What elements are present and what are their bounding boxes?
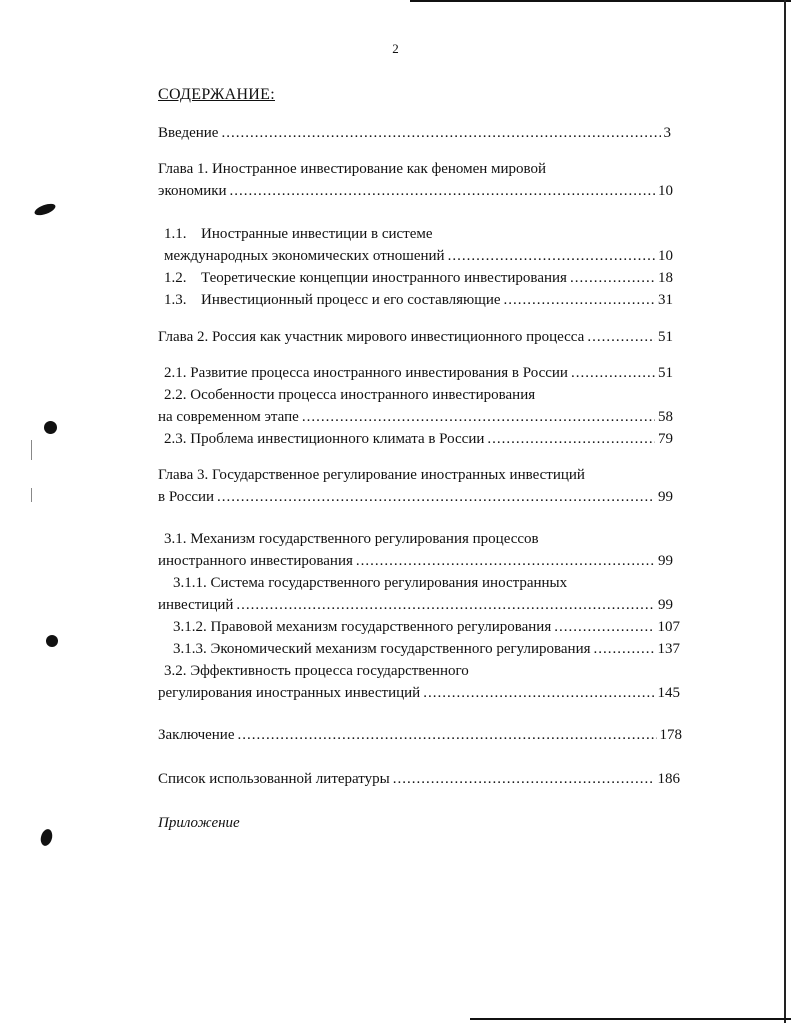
toc-entry-3-2[interactable] <box>158 683 680 703</box>
section-title: Иностранные инвестиции в системе <box>201 226 433 242</box>
scan-tick <box>31 488 32 502</box>
scan-tick <box>31 440 32 460</box>
toc-entry-page: 178 <box>659 727 682 743</box>
toc-entry-page: 99 <box>658 597 673 613</box>
leader-dots <box>217 487 655 507</box>
toc-entry-title: на современном этапе <box>158 409 299 425</box>
toc-entry-3-1-line1: 3.1. Механизм государственного регулирования процессов <box>164 531 539 547</box>
toc-entry-page: 51 <box>658 329 673 345</box>
leader-dots <box>554 617 654 637</box>
leader-dots <box>423 683 654 703</box>
toc-entry-title: иностранного инвестирования <box>158 553 353 569</box>
toc-entry-chapter-1[interactable] <box>158 181 673 201</box>
toc-entry-3-2-line1: 3.2. Эффективность процесса государственного <box>164 663 469 679</box>
toc-entry-page: 137 <box>657 641 680 657</box>
toc-entry-chapter-1-line1: Глава 1. Иностранное инвестирование как феномен мировой <box>158 161 547 177</box>
toc-entry-title: международных экономических отношений <box>164 248 445 264</box>
toc-entry-page: 186 <box>657 771 680 787</box>
leader-dots <box>356 551 655 571</box>
leader-dots <box>487 429 655 449</box>
leader-dots <box>587 327 655 347</box>
leader-dots <box>570 268 655 288</box>
toc-entry-page: 51 <box>658 365 673 381</box>
toc-entry-chapter-3-line1: Глава 3. Государственное регулирование иностранных инвестиций <box>158 467 585 483</box>
toc-entry-page: 107 <box>657 619 680 635</box>
toc-entry-2-2-line1: 2.2. Особенности процесса иностранного инвестирования <box>164 387 536 403</box>
leader-dots <box>221 123 660 143</box>
scan-border-bottom <box>470 1018 791 1020</box>
toc-entry-3-1[interactable] <box>158 551 673 571</box>
page-number: 2 <box>392 41 399 56</box>
toc-entry-title: 2.3. Проблема инвестиционного климата в России <box>164 431 485 447</box>
section-number: 1.3. <box>164 292 187 308</box>
toc-entry-page: 10 <box>658 183 673 199</box>
toc-entry-page: 3 <box>663 125 671 141</box>
toc-entry-3-1-3[interactable] <box>173 639 680 659</box>
leader-dots <box>504 290 655 310</box>
toc-entry-2-2[interactable] <box>158 407 673 427</box>
toc-entry-conclusion[interactable] <box>158 725 682 745</box>
toc-entry-1-3[interactable] <box>164 290 673 310</box>
scan-border-top <box>410 0 791 2</box>
toc-entry-title: инвестиций <box>158 597 234 613</box>
scan-border-right <box>784 0 786 1023</box>
section-title: Инвестиционный процесс и его составляющие <box>201 292 501 308</box>
toc-entry-title: 3.1.3. Экономический механизм государственного регулирования <box>173 641 591 657</box>
toc-entry-page: 145 <box>657 685 680 701</box>
toc-entry-2-3[interactable] <box>164 429 673 449</box>
toc-entry-title: регулирования иностранных инвестиций <box>158 685 421 701</box>
toc-entry-2-1[interactable] <box>164 363 673 383</box>
toc-entry-title: в России <box>158 489 215 505</box>
toc-entry-title: 2.1. Развитие процесса иностранного инвестирования в России <box>164 365 568 381</box>
toc-entry-title: Введение <box>158 125 219 141</box>
toc-entry-title: Глава 2. Россия как участник мирового инвестиционного процесса <box>158 329 585 345</box>
toc-entry-title <box>164 268 567 288</box>
binding-mark-3 <box>46 635 58 647</box>
leader-dots <box>571 363 655 383</box>
toc-entry-1-2[interactable] <box>164 268 673 288</box>
toc-entry-title <box>164 290 501 310</box>
toc-entry-page: 18 <box>658 270 673 286</box>
toc-entry-3-1-1-line1: 3.1.1. Система государственного регулирования иностранных <box>173 575 568 591</box>
leader-dots <box>238 725 657 745</box>
binding-mark-1 <box>33 202 57 218</box>
toc-entry-page: 99 <box>658 489 673 505</box>
toc-entry-page: 31 <box>658 292 673 308</box>
toc-entry-intro[interactable] <box>158 123 671 143</box>
leader-dots <box>448 246 655 266</box>
toc-entry-title: экономики <box>158 183 227 199</box>
section-number: 1.1. <box>164 226 187 242</box>
toc-entry-bibliography[interactable] <box>158 769 680 789</box>
toc-entry-page: 99 <box>658 553 673 569</box>
section-number: 1.2. <box>164 270 187 286</box>
toc-entry-page: 58 <box>658 409 673 425</box>
binding-mark-2 <box>44 421 57 434</box>
toc-entry-title: 3.1.2. Правовой механизм государственного регулирования <box>173 619 552 635</box>
toc-entry-3-1-1[interactable] <box>158 595 673 615</box>
toc-entry-appendix[interactable]: Приложение <box>158 815 240 831</box>
binding-mark-4 <box>39 828 54 847</box>
toc-heading: СОДЕРЖАНИЕ: <box>158 86 275 103</box>
toc-entry-1-1-line1 <box>164 224 433 244</box>
toc-entry-title: Список использованной литературы <box>158 771 390 787</box>
leader-dots <box>302 407 655 427</box>
leader-dots <box>236 595 655 615</box>
toc-entry-chapter-3[interactable] <box>158 487 673 507</box>
toc-entry-1-1[interactable] <box>164 246 673 266</box>
leader-dots <box>230 181 655 201</box>
toc-entry-chapter-2[interactable] <box>158 327 673 347</box>
toc-entry-page: 79 <box>658 431 673 447</box>
toc-entry-3-1-2[interactable] <box>173 617 680 637</box>
section-title: Теоретические концепции иностранного инвестирования <box>201 270 567 286</box>
leader-dots <box>393 769 655 789</box>
toc-entry-page: 10 <box>658 248 673 264</box>
leader-dots <box>594 639 655 659</box>
toc-entry-title: Заключение <box>158 727 235 743</box>
